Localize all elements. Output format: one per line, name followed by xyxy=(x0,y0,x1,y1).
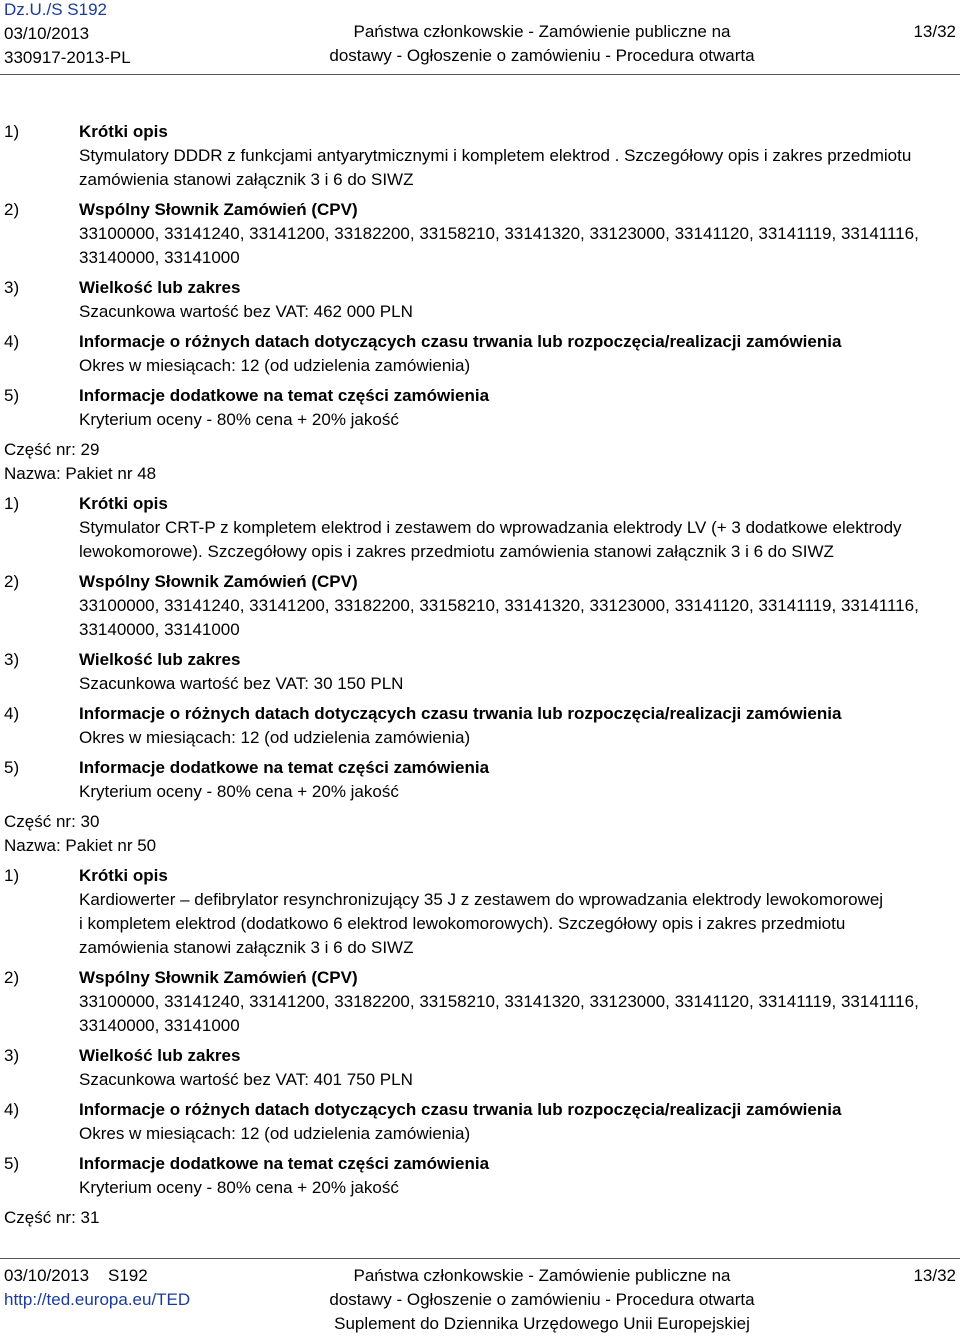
footer-title-line-1: Państwa członkowskie - Zamówienie publiczne na xyxy=(353,1266,731,1285)
item-number: 2) xyxy=(4,572,20,591)
item-line: 33140000, 33141000 xyxy=(79,620,240,639)
item-short-description xyxy=(4,492,954,564)
footer-page-number: 13/32 xyxy=(913,1266,956,1285)
item-line: Szacunkowa wartość bez VAT: 462 000 PLN xyxy=(79,302,413,321)
header-title-line-1: Państwa członkowskie - Zamówienie publiczne na xyxy=(353,22,731,41)
header-page-number: 13/32 xyxy=(913,22,956,41)
item-line: Kryterium oceny - 80% cena + 20% jakość xyxy=(79,782,399,801)
part-number: Część nr: 31 xyxy=(4,1208,100,1227)
item-heading: Informacje dodatkowe na temat części zamówienia xyxy=(79,386,490,405)
header-rule xyxy=(0,74,960,75)
section-part-30 xyxy=(4,810,954,1200)
item-line: Okres w miesiącach: 12 (od udzielenia zamówienia) xyxy=(79,728,471,747)
section-part-31 xyxy=(4,1206,954,1230)
item-heading: Wspólny Słownik Zamówień (CPV) xyxy=(79,968,358,987)
item-number: 1) xyxy=(4,122,20,141)
item-heading: Krótki opis xyxy=(79,122,168,141)
item-number: 4) xyxy=(4,332,20,351)
item-cpv xyxy=(4,570,954,642)
item-line: Kryterium oceny - 80% cena + 20% jakość xyxy=(79,410,399,429)
item-number: 1) xyxy=(4,494,20,513)
item-heading: Krótki opis xyxy=(79,866,168,885)
item-additional-info xyxy=(4,384,954,432)
item-line: 33140000, 33141000 xyxy=(79,248,240,267)
item-short-description xyxy=(4,120,954,192)
item-number: 2) xyxy=(4,200,20,219)
item-quantity xyxy=(4,276,954,324)
item-quantity xyxy=(4,1044,954,1092)
item-number: 5) xyxy=(4,758,20,777)
item-heading: Informacje o różnych datach dotyczących czasu trwania lub rozpoczęcia/realizacji zamówienia xyxy=(79,332,842,351)
item-heading: Wielkość lub zakres xyxy=(79,278,241,297)
part-number: Część nr: 29 xyxy=(4,440,100,459)
item-additional-info xyxy=(4,756,954,804)
footer-date: 03/10/2013 xyxy=(4,1266,90,1285)
page-header xyxy=(0,0,960,72)
item-line: zamówienia stanowi załącznik 3 i 6 do SIWZ xyxy=(79,938,414,957)
item-heading: Informacje o różnych datach dotyczących czasu trwania lub rozpoczęcia/realizacji zamówienia xyxy=(79,1100,842,1119)
item-line: Stymulator CRT-P z kompletem elektrod i zestawem do wprowadzania elektrody LV (+ 3 dodatkowe elektrody xyxy=(79,518,902,537)
footer-rule xyxy=(0,1258,960,1259)
item-line: 33100000, 33141240, 33141200, 33182200, 33158210, 33141320, 33123000, 33141120, 33141119, 33141116, xyxy=(79,596,919,615)
page-footer xyxy=(0,1264,960,1334)
header-title-line-2: dostawy - Ogłoszenie o zamówieniu - Procedura otwarta xyxy=(329,46,755,65)
footer-title-line-2: dostawy - Ogłoszenie o zamówieniu - Procedura otwarta xyxy=(329,1290,755,1309)
item-line: Szacunkowa wartość bez VAT: 401 750 PLN xyxy=(79,1070,413,1089)
item-heading: Informacje o różnych datach dotyczących czasu trwania lub rozpoczęcia/realizacji zamówienia xyxy=(79,704,842,723)
notice-number: 330917-2013-PL xyxy=(4,48,131,67)
footer-left xyxy=(4,1264,244,1312)
item-line: Szacunkowa wartość bez VAT: 30 150 PLN xyxy=(79,674,404,693)
part-number: Część nr: 30 xyxy=(4,812,100,831)
item-number: 5) xyxy=(4,1154,20,1173)
item-line: Kryterium oceny - 80% cena + 20% jakość xyxy=(79,1178,399,1197)
item-additional-info xyxy=(4,1152,954,1200)
ted-link[interactable]: http://ted.europa.eu/TED xyxy=(4,1290,191,1309)
footer-issue: S192 xyxy=(108,1266,148,1285)
item-line: 33140000, 33141000 xyxy=(79,1016,240,1035)
item-dates xyxy=(4,330,954,378)
item-line: 33100000, 33141240, 33141200, 33182200, 33158210, 33141320, 33123000, 33141120, 33141119, 33141116, xyxy=(79,992,919,1011)
item-heading: Wielkość lub zakres xyxy=(79,1046,241,1065)
item-cpv xyxy=(4,198,954,270)
item-line: zamówienia stanowi załącznik 3 i 6 do SIWZ xyxy=(79,170,414,189)
section-top xyxy=(4,120,954,432)
item-heading: Wielkość lub zakres xyxy=(79,650,241,669)
item-number: 4) xyxy=(4,1100,20,1119)
item-line: i kompletem elektrod (dodatkowo 6 elektrod lewokomorowych). Szczegółowy opis i zakres przedmiotu xyxy=(79,914,846,933)
section-part-29 xyxy=(4,438,954,804)
item-heading: Krótki opis xyxy=(79,494,168,513)
item-number: 2) xyxy=(4,968,20,987)
item-line: Okres w miesiącach: 12 (od udzielenia zamówienia) xyxy=(79,356,471,375)
item-heading: Wspólny Słownik Zamówień (CPV) xyxy=(79,200,358,219)
item-heading: Wspólny Słownik Zamówień (CPV) xyxy=(79,572,358,591)
item-line: lewokomorowe). Szczegółowy opis i zakres przedmiotu zamówienia stanowi załącznik 3 i 6 do SIWZ xyxy=(79,542,834,561)
item-heading: Informacje dodatkowe na temat części zamówienia xyxy=(79,758,490,777)
item-number: 3) xyxy=(4,1046,20,1065)
part-name: Nazwa: Pakiet nr 50 xyxy=(4,836,157,855)
item-quantity xyxy=(4,648,954,696)
journal-ref[interactable]: Dz.U./S S192 xyxy=(4,0,107,19)
item-number: 1) xyxy=(4,866,20,885)
item-line: Stymulatory DDDR z funkcjami antyarytmicznymi i kompletem elektrod . Szczegółowy opis i zakres przedmiotu xyxy=(79,146,912,165)
item-number: 4) xyxy=(4,704,20,723)
part-name: Nazwa: Pakiet nr 48 xyxy=(4,464,157,483)
item-line: Okres w miesiącach: 12 (od udzielenia zamówienia) xyxy=(79,1124,471,1143)
item-number: 3) xyxy=(4,650,20,669)
item-dates xyxy=(4,1098,954,1146)
item-number: 5) xyxy=(4,386,20,405)
item-line: Kardiowerter – defibrylator resynchronizujący 35 J z zestawem do wprowadzania elektrody lewokomorowej xyxy=(79,890,884,909)
footer-title-line-3: Suplement do Dziennika Urzędowego Unii Europejskiej xyxy=(334,1314,750,1333)
item-cpv xyxy=(4,966,954,1038)
item-heading: Informacje dodatkowe na temat części zamówienia xyxy=(79,1154,490,1173)
header-center xyxy=(300,20,784,68)
item-dates xyxy=(4,702,954,750)
document-body xyxy=(4,120,954,1230)
item-line: 33100000, 33141240, 33141200, 33182200, 33158210, 33141320, 33123000, 33141120, 33141119, 33141116, xyxy=(79,224,919,243)
item-number: 3) xyxy=(4,278,20,297)
header-date: 03/10/2013 xyxy=(4,24,90,43)
item-short-description xyxy=(4,864,954,960)
footer-center xyxy=(300,1264,784,1336)
header-left xyxy=(4,0,244,70)
